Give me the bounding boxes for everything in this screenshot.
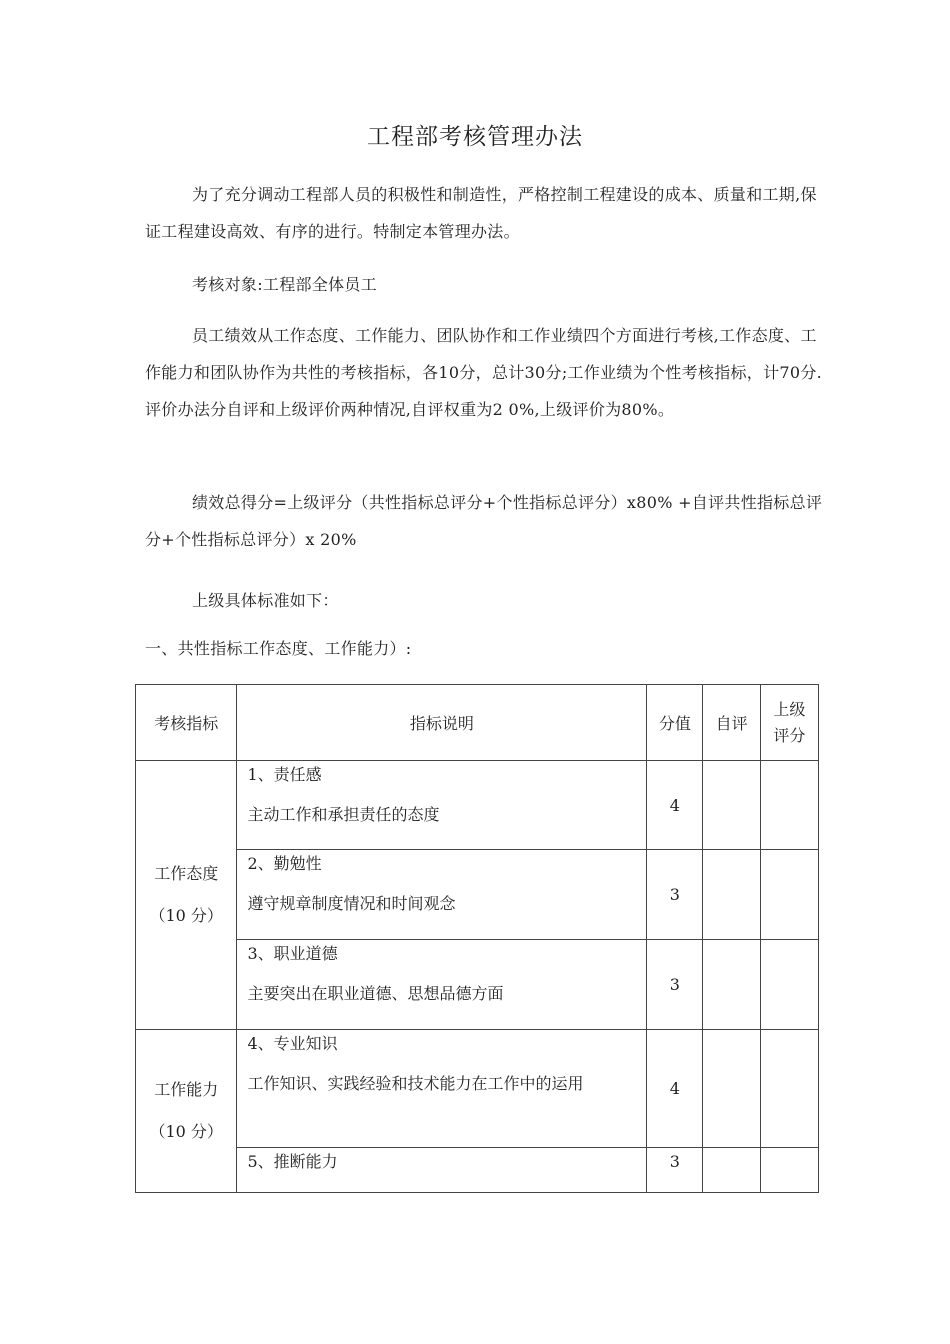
item-cell xyxy=(237,1030,647,1148)
self-score-cell xyxy=(703,761,760,850)
item-description: 主要突出在职业道德、思想品德方面 xyxy=(247,984,504,1003)
header-description: 指标说明 xyxy=(237,685,647,761)
item-score: 4 xyxy=(647,1030,703,1148)
group-ability xyxy=(136,1030,237,1193)
header-metric: 考核指标 xyxy=(136,685,237,761)
item-description: 遵守规章制度情况和时间观念 xyxy=(247,894,456,913)
method-paragraph: 员工绩效从工作态度、工作能力、团队协作和工作业绩四个方面进行考核,工作态度、工作能力和团队协作为共性的考核指标，各10分，总计30分;工作业绩为个性考核指标，计70分.评价办法分自评和上级评价两种情况,自评权重为2 0%,上级评价为80%。 xyxy=(145,326,823,419)
header-superior xyxy=(760,685,818,761)
item-title: 4、专业知识 xyxy=(247,1034,338,1053)
table-row xyxy=(136,1030,819,1148)
superior-score-cell xyxy=(760,1148,818,1193)
item-score: 3 xyxy=(647,940,703,1030)
document-title: 工程部考核管理办法 xyxy=(367,124,583,150)
section-heading: 一、共性指标工作态度、工作能力）: xyxy=(145,639,412,658)
table-row xyxy=(136,850,819,940)
self-score-cell xyxy=(703,1148,760,1193)
superior-score-cell xyxy=(760,761,818,850)
self-score-cell xyxy=(703,850,760,940)
intro-paragraph: 为了充分调动工程部人员的积极性和制造性，严格控制工程建设的成本、质量和工期,保证工程建设高效、有序的进行。特制定本管理办法。 xyxy=(145,185,817,241)
group-points: （10 分） xyxy=(149,906,223,925)
header-superior-line2: 评分 xyxy=(773,725,806,745)
superior-score-cell xyxy=(760,940,818,1030)
group-name: 工作态度 xyxy=(154,864,219,883)
item-title: 5、推断能力 xyxy=(247,1152,338,1171)
item-description: 工作知识、实践经验和技术能力在工作中的运用 xyxy=(247,1074,584,1093)
superior-score-cell xyxy=(760,1030,818,1148)
table-row xyxy=(136,1148,819,1193)
item-score: 3 xyxy=(647,1148,703,1193)
item-description: 主动工作和承担责任的态度 xyxy=(247,805,440,824)
item-cell xyxy=(237,1148,647,1193)
table-row xyxy=(136,761,819,850)
item-title: 1、责任感 xyxy=(247,765,322,784)
group-name: 工作能力 xyxy=(154,1080,219,1099)
table-header-row xyxy=(136,685,819,761)
header-score: 分值 xyxy=(647,685,703,761)
group-points: （10 分） xyxy=(149,1122,223,1141)
criteria-table xyxy=(135,684,819,1193)
self-score-cell xyxy=(703,940,760,1030)
self-score-cell xyxy=(703,1030,760,1148)
item-score: 4 xyxy=(647,761,703,850)
item-score: 3 xyxy=(647,850,703,940)
header-superior-line1: 上级 xyxy=(773,699,806,719)
superior-score-cell xyxy=(760,850,818,940)
item-cell xyxy=(237,761,647,850)
standard-intro-paragraph: 上级具体标准如下： xyxy=(192,591,339,610)
target-paragraph: 考核对象:工程部全体员工 xyxy=(192,275,377,294)
item-title: 2、勤勉性 xyxy=(247,854,322,873)
item-cell xyxy=(237,850,647,940)
item-cell xyxy=(237,940,647,1030)
group-attitude xyxy=(136,761,237,1030)
formula-paragraph: 绩效总得分=上级评分（共性指标总评分+个性指标总评分）x80% +自评共性指标总评分+个性指标总评分）x 20% xyxy=(145,493,823,549)
table-row xyxy=(136,940,819,1030)
item-title: 3、职业道德 xyxy=(247,944,338,963)
header-self: 自评 xyxy=(703,685,760,761)
